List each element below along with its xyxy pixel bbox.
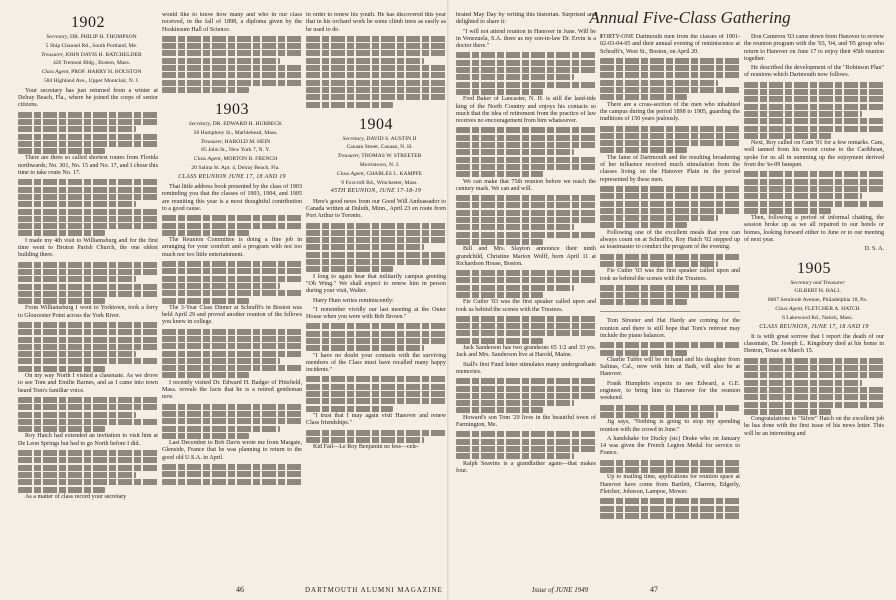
officer-address: 85 John St., New York 7, N. Y. <box>201 147 270 154</box>
reunion-notice-1903: CLASS REUNION JUNE 17, 18 AND 19 <box>178 173 286 180</box>
officer-role: Treasurer, <box>337 153 360 160</box>
officer-address: Morristown, N. J. <box>359 161 400 168</box>
paragraph: A handshake for Ducky (sic) Drake who on January 14 was given the French Legion Medal for service to France. <box>600 435 740 457</box>
paragraph: FORTY-ONE Dartmouth men from the classes of 1901-02-03-04-05 and their annual evening of reminiscence at Schrafft's, West St., Boston, on April 20. <box>600 34 740 55</box>
officers-1904 <box>306 136 446 187</box>
officer-role: Treasurer, <box>200 138 224 145</box>
officer-name: FLETCHER A. HATCH <box>804 306 860 312</box>
reunion-notice-1905: CLASS REUNION, JUNE 17, 18 AND 19 <box>759 323 869 330</box>
officers-1905 <box>744 280 884 322</box>
paragraph: The fame of Dartmouth and the resulting broadening of her influence received much stimulation from the classes living on the Hanover Plain in the period represented by these men. <box>600 154 740 183</box>
officer-address: 426 Tremont Bldg., Boston, Mass. <box>52 60 131 67</box>
paragraph: would like to know how many and who in our class received, in the fall of 1898, a diploma given by the Hoskinsum Hall of Science. <box>162 12 302 33</box>
paragraph: That little address book presented by the class of 1903 reminding you that the classes of 1903, 1904, and 1905 are reuniting this year is a most thoughtful contribution to a good cause. <box>162 184 302 212</box>
officer-name: HAROLD M. HEIN <box>224 138 271 145</box>
paragraph: Kid Fail—Le Roy Benjamin no less—cele- <box>313 444 419 451</box>
paragraph: On my way North I visited a classmate. As we drove to see Tom and Emilie Barnes, and as I came into town heard Tom's familiar voice. <box>18 373 158 394</box>
officer-name: DR. PHILIP H. THOMPSON <box>70 34 137 40</box>
class-heading-1902: 1902 <box>71 14 105 31</box>
paragraph: Howard's son Tom '29 lives in the beautiful town of Farmington, Me. <box>456 414 596 429</box>
page-title: Annual Five-Class Gathering <box>589 8 791 27</box>
left-col-2 <box>162 12 302 486</box>
class-heading-1905: 1905 <box>797 259 831 277</box>
officer-name: JOHN DAVIS H. BATCHELDER <box>65 51 142 58</box>
officer-role: Secretary, <box>342 135 365 142</box>
officer-address: 5 Ship Channel Rd., South Portland, Me. <box>45 42 138 49</box>
officer-address: 9 Foxcroft Rd., Winchester, Mass. <box>341 179 418 186</box>
right-col-3 <box>744 34 884 440</box>
officer-name: PROF. HARRY H. HOUSTON <box>71 69 142 76</box>
right-col-1 <box>456 12 596 477</box>
running-foot: DARTMOUTH ALUMNI MAGAZINE <box>305 586 443 594</box>
paragraph: Fred Baker of Lancaster, N. H. is still the land-tide king of the North Country and enjoys his contacts so much that the idea of retirement from the practice of law receives no encouragement from him whatsoever. <box>456 96 596 125</box>
paragraph: He described the development of the "Robinson Plan" of reunions which Dartmouth now follows. <box>744 65 884 79</box>
paragraph: I made my 4th visit to Williamsburg and for the first time went to Bruton Parish Church, the one oldest building there. <box>18 237 158 259</box>
officer-name: GILBERT H. HALL <box>794 288 841 295</box>
officer-name: CHARLES L. KAMPFE <box>366 170 423 177</box>
paragraph: As a matter of class record your secretary <box>25 493 127 500</box>
officer-name: THOMAS W. STREETER <box>361 153 422 160</box>
page-gutter <box>447 0 449 600</box>
paragraph: Fie Cutler '03 was the first speaker called upon and took us behind the scenes with the Trustees. <box>600 268 740 282</box>
paragraph: Stall's first Fund letter stimulates many undergraduate memories. <box>456 361 596 375</box>
paragraph: "I remember vividly our last meeting at the Outer House when you were with Bob Brown." <box>306 306 446 321</box>
officers-1902 <box>18 34 158 85</box>
paragraph: Last December to Bob Davis wrote me from Margate, Glenside, France that he was planning to return to the good old U.S.A. in April. <box>162 440 302 461</box>
paragraph: The Reunion Committee is doing a fine job in arranging for your comfort and a program with not too much nor too little entertainment. <box>162 237 302 258</box>
section-divider <box>600 311 740 312</box>
paragraph: Bill and Mrs. Slayton announce their ninth grandchild, Christine Marion Wolff, born April 11 at Richardson House, Boston. <box>456 246 596 267</box>
paragraph: Fie Cutler '03 was the first speaker called upon and took us behind the scenes with the Trustees. <box>456 299 596 313</box>
signature: D. S. A. <box>864 246 884 253</box>
paragraph: Then, following a period of informal chatting, the session broke up as we all repaired to our hotels or homes, looking forward either to June or to our meeting of next year. <box>744 215 884 244</box>
officer-role: Secretary and Treasurer <box>790 279 845 286</box>
paragraph: "I have no doubt your contacts with the surviving members of the Class must have recalled many happy incidents." <box>306 352 446 374</box>
paragraph: Don Cameron '03 came down from Hanover to review the reunion program with the '03, '04, and '05 group who return to Hanover on June 17 to enjoy their 45th reunion together. <box>744 34 884 62</box>
reunion-notice-1904: 45TH REUNION, JUNE 17-18-19 <box>330 188 422 195</box>
officer-role: Secretary, <box>46 34 69 40</box>
officer-role: Treasurer, <box>41 51 64 58</box>
left-col-3 <box>306 12 446 453</box>
paragraph: From Williamsburg I went to Yorktown, took a ferry to Gloucester Point across the York River. <box>18 305 158 319</box>
paragraph: Following one of the excellent meals that you can always count on at Schrafft's, Roy Hatch '02 stepped up as toastmaster to conduct the program of the evening. <box>600 229 740 251</box>
issue-date-foot: Issue of JUNE 1949 <box>532 586 589 594</box>
officer-name: MORTON R. FRENCH <box>223 156 278 163</box>
officer-role: Class Agent, <box>336 170 365 177</box>
officer-role: Class Agent, <box>193 156 222 163</box>
page-number-left: 46 <box>236 585 244 594</box>
officer-address: 58 Humphrey St., Marblehead, Mass. <box>193 129 278 136</box>
page-number-right: 47 <box>650 585 658 594</box>
paragraph: There are three so called shortest routes from Florida northwards; No. 301, No. 15 and No. 17, and I chose this time to take route No. 17. <box>18 155 158 177</box>
officer-address: 8007 Seminole Avenue, Philadelphia 18, Pa. <box>767 297 868 304</box>
left-col-1 <box>18 12 158 503</box>
class-heading-1903: 1903 <box>215 100 249 118</box>
officer-name: DAVID S. AUSTIN II <box>366 135 417 142</box>
paragraph: "I will not attend reunion in Hanover in June. Will be in Venezuela, S.A. there as my son-in-law Dr. Ervin is a doctor there." <box>456 28 596 50</box>
officer-address: 6 Lakewood Rd., Natick, Mass. <box>782 314 853 321</box>
paragraph: Charlie Tubbs will be on hand and his daughter from Salinas, Cal., now with him at Bath, will also be at Hanover. <box>600 356 740 378</box>
officer-role: Class Agent, <box>41 69 70 76</box>
paragraph: I long to again hear that militarily campus greeting "Oh Wing." We shall expect to renew him in person during your visit, Walter. <box>306 273 446 295</box>
class-heading-1904: 1904 <box>359 115 393 133</box>
officer-address: 20 Salina St. Apt. 4, Delray Beach, Fla. <box>191 164 280 171</box>
paragraph: Harry Hum writes reminiscently: <box>313 297 394 304</box>
paragraph: Next, Roy called on Cam '01 for a few remarks. Cam, well tanned from his recent cruise to the Caribbean, spoke for us all in summing up the enjoyment derived from the 'to-09 banquet. <box>744 140 884 169</box>
paragraph: in order to renew his youth. He has discovered this year that in his orchard work he some climb trees as easily as he used to do. <box>306 12 446 33</box>
paragraph: brated May Day by writing this historian. Surprised and delighted to share it: <box>456 12 596 26</box>
paragraph: I recently visited Dr. Edward H. Badger of Pittsfield, Mass. reveals the facts that he is a retired gentleman now. <box>162 379 302 401</box>
paragraph: Jig says, "Nothing is going to stop my spending reunion with the crowd in June." <box>600 419 740 433</box>
paragraph: It is with great sorrow that I report the death of our classmate, Dr. Joseph L. Kingsbury died at his home in Denton, Texas on March 15. <box>744 333 884 355</box>
paragraph: Roy Hatch had extended an invitation to visit him at De Leon Springs but had to go North before I did. <box>18 433 158 447</box>
paragraph: Up to mailing time, applications for reunion space at Hanover have come from Bartlett, Charron, Edgerly, Fletcher, Johnson, Lampoe, Mower. <box>600 474 740 495</box>
paragraph: Jack Sanderson has two grandsons 65 1/2 and 33 yrs. Jack and Mrs. Sanderson live at Harold, Maine. <box>456 345 596 359</box>
paragraph: Ralph Seavins is a grandfather again—that makes four. <box>456 460 596 474</box>
paragraph: Tom Streeter and Hat Hardy are coming for the reunion and there is still hope that Tom's retirour may include the piano balancer. <box>600 318 740 339</box>
officer-address: 584 Highland Ave., Upper Montclair, N. J. <box>43 77 140 84</box>
officer-role: Class Agent, <box>775 306 804 312</box>
officer-name: DR. EDWARD H. HUBBECK <box>212 120 283 127</box>
paragraph: "I trust that I may again visit Hanover and renew Class friendships." <box>306 412 446 427</box>
officer-address: Canaan Street, Canaan, N. H. <box>346 144 413 151</box>
right-col-2 <box>600 34 740 520</box>
paragraph: Your secretary has just returned from a winter at Delray Beach, Fla., where he joined the corps of senior citizens. <box>18 87 158 109</box>
paragraph: We can make that 75th reunion before we reach the century mark. We can and will. <box>456 178 596 192</box>
paragraph: Frank Humphris expects to see Edward, a G.E. engineer, to bring him to Hanover for the reunion weekend. <box>600 380 740 402</box>
paragraph: Here's good news from our Good Will Ambassador to Canada written at Duluth, Minn., April 23 en route from Port Arthur to Toronto. <box>306 198 446 220</box>
officer-role: Secretary, <box>188 120 212 127</box>
officers-1903 <box>162 121 302 172</box>
paragraph: There are a cross-section of the men who inhabited the campus during the period 1898 to 1905, guarding the traditions of 150 years jealously. <box>600 101 740 123</box>
paragraph: The 3-Year Class Dinner at Schrafft's in Boston was held April 29 and proved another reunion of the fellows you knew in college. <box>162 304 302 326</box>
paragraph: Congratulations to "Silver" Hatch on the excellent job he has done with the first issue of his news letter. This will be an interesting and <box>744 416 884 437</box>
